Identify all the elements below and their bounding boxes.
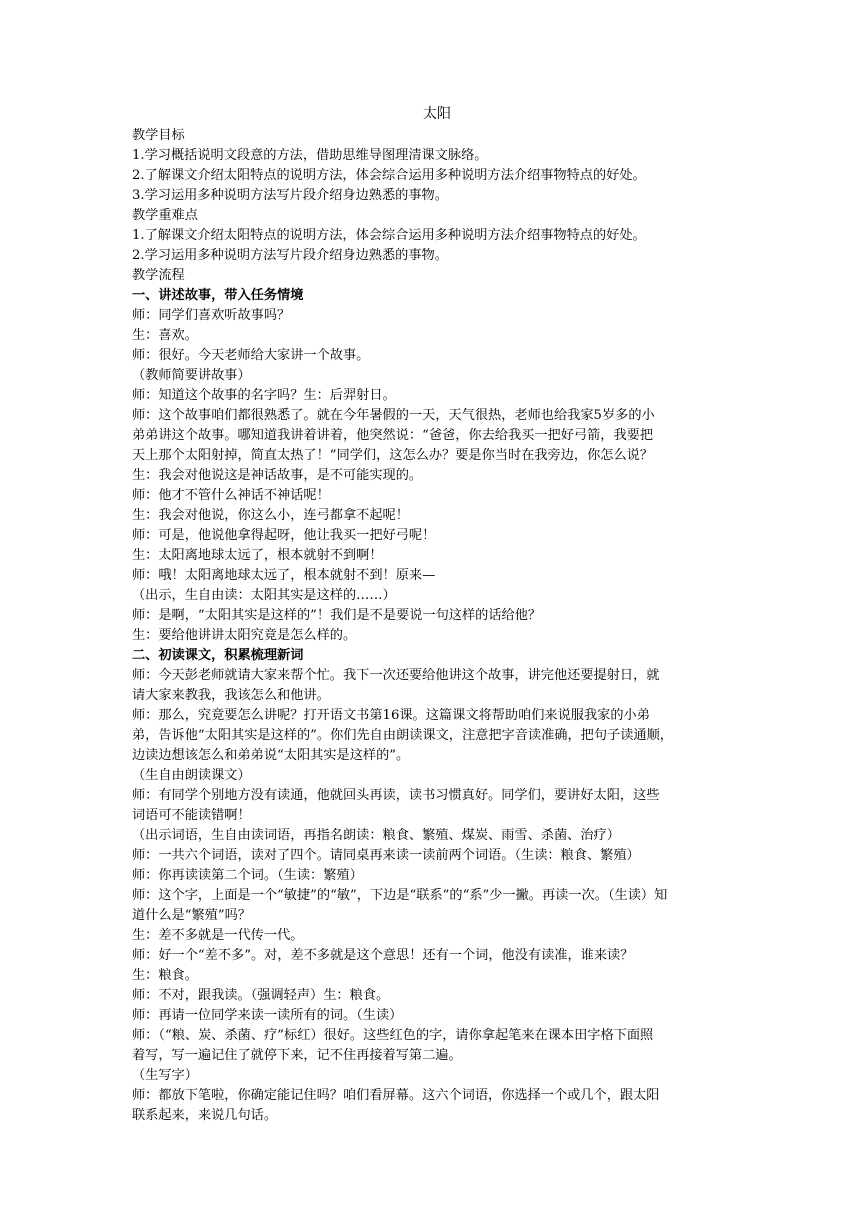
text-line: 生：要给他讲讲太阳究竟是怎么样的。 xyxy=(132,628,357,643)
text-line: 师：知道这个故事的名字吗？生：后羿射日。 xyxy=(132,388,396,403)
text-line: 师：今天彭老师就请大家来帮个忙。我下一次还要给他讲这个故事，讲完他还要提射日，就 xyxy=(132,668,660,683)
text-line: 师：是啊，“太阳其实是这样的”！我们是不是要说一句这样的话给他？ xyxy=(132,608,542,623)
text-line: 师：那么，究竟要怎么讲呢？打开语文书第16课。这篇课文将帮助咱们来说服我家的小弟 xyxy=(132,708,650,723)
text-line: 师：这个字，上面是一个“敏捷”的“敏”，下边是“联系”的“系”少一撇。再读一次。（生读）知 xyxy=(132,888,668,903)
text-line: 师：这个故事咱们都很熟悉了。就在今年暑假的一天，天气很热，老师也给我家5岁多的小 xyxy=(132,408,655,423)
document-body xyxy=(132,126,742,1126)
text-line: 师：你再读读第二个词。（生读：繁殖） xyxy=(132,868,363,883)
document-page xyxy=(132,104,742,1126)
text-line: 师：可是，他说他拿得起呀，他让我买一把好弓呢！ xyxy=(132,528,436,543)
text-line: 生：粮食。 xyxy=(132,968,198,983)
text-line: 边读边想该怎么和弟弟说“太阳其实是这样的”。 xyxy=(132,748,410,763)
text-line: 联系起来，来说几句话。 xyxy=(132,1108,278,1123)
text-line: 教学重难点 xyxy=(132,208,198,223)
text-line: （生自由朗读课文） xyxy=(132,768,251,783)
text-line: 2.了解课文介绍太阳特点的说明方法，体会综合运用多种说明方法介绍事物特点的好处。 xyxy=(132,168,646,183)
text-line: 道什么是“繁殖”吗？ xyxy=(132,908,251,923)
text-line: 弟弟讲这个故事。哪知道我讲着讲着，他突然说：“爸爸，你去给我买一把好弓箭，我要把 xyxy=(132,428,654,443)
text-line: 师：一共六个词语，读对了四个。请同桌再来读一读前两个词语。（生读：粮食、繁殖） xyxy=(132,848,640,863)
text-line: 生：我会对他说这是神话故事，是不可能实现的。 xyxy=(132,468,423,483)
text-line: 着写，写一遍记住了就停下来，记不住再接着写第二遍。 xyxy=(132,1048,462,1063)
text-line: 师：他才不管什么神话不神话呢！ xyxy=(132,488,330,503)
text-line: 师：哦！太阳离地球太远了，根本就射不到！原来— xyxy=(132,568,436,583)
text-line: 词语可不能读错啊！ xyxy=(132,808,251,823)
text-line: （出示词语，生自由读词语，再指名朗读：粮食、繁殖、煤炭、雨雪、杀菌、治疗） xyxy=(132,828,620,843)
text-line: 请大家来教我，我该怎么和他讲。 xyxy=(132,688,330,703)
text-line: 教学流程 xyxy=(132,268,185,283)
text-line: 师：很好。今天老师给大家讲一个故事。 xyxy=(132,348,370,363)
text-line: 1.了解课文介绍太阳特点的说明方法，体会综合运用多种说明方法介绍事物特点的好处。 xyxy=(132,228,646,243)
text-line: 师：（“粮、炭、杀菌、疗”标红）很好。这些红色的字，请你拿起笔来在课本田字格下面照 xyxy=(132,1028,654,1043)
text-line: 师：同学们喜欢听故事吗？ xyxy=(132,308,291,323)
text-line: 教学目标 xyxy=(132,128,185,143)
text-line: 生：太阳离地球太远了，根本就射不到啊！ xyxy=(132,548,383,563)
text-line: 师：不对，跟我读。（强调轻声）生：粮食。 xyxy=(132,988,390,1003)
text-line: 师：有同学个别地方没有读通，他就回头再读，读书习惯真好。同学们，要讲好太阳，这些 xyxy=(132,788,660,803)
section-heading: 二、初读课文，积累梳理新词 xyxy=(132,648,304,663)
text-line: （出示，生自由读：太阳其实是这样的……） xyxy=(132,588,396,603)
text-line: 生：喜欢。 xyxy=(132,328,198,343)
document-title: 太阳 xyxy=(423,106,451,122)
text-line: 天上那个太阳射掉，简直太热了！”同学们，这怎么办？要是你当时在我旁边，你怎么说？ xyxy=(132,448,654,463)
text-line: 师：再请一位同学来读一读所有的词。（生读） xyxy=(132,1008,403,1023)
text-line: 弟，告诉他“太阳其实是这样的”。你们先自由朗读课文，注意把字音读准确，把句子读通顺， xyxy=(132,728,673,743)
text-line: 2.学习运用多种说明方法写片段介绍身边熟悉的事物。 xyxy=(132,248,448,263)
text-line: 师：都放下笔啦，你确定能记住吗？咱们看屏幕。这六个词语，你选择一个或几个，跟太阳 xyxy=(132,1088,660,1103)
text-line: 1.学习概括说明文段意的方法，借助思维导图理清课文脉络。 xyxy=(132,148,488,163)
text-line: 师：好一个“差不多”。对，差不多就是这个意思！还有一个词，他没有读准，谁来读？ xyxy=(132,948,634,963)
text-line: （教师简要讲故事） xyxy=(132,368,251,383)
text-line: 生：我会对他说，你这么小，连弓都拿不起呢！ xyxy=(132,508,409,523)
text-line: 3.学习运用多种说明方法写片段介绍身边熟悉的事物。 xyxy=(132,188,448,203)
section-heading: 一、讲述故事，带入任务情境 xyxy=(132,288,304,303)
text-line: （生写字） xyxy=(132,1068,198,1083)
text-line: 生：差不多就是一代传一代。 xyxy=(132,928,304,943)
